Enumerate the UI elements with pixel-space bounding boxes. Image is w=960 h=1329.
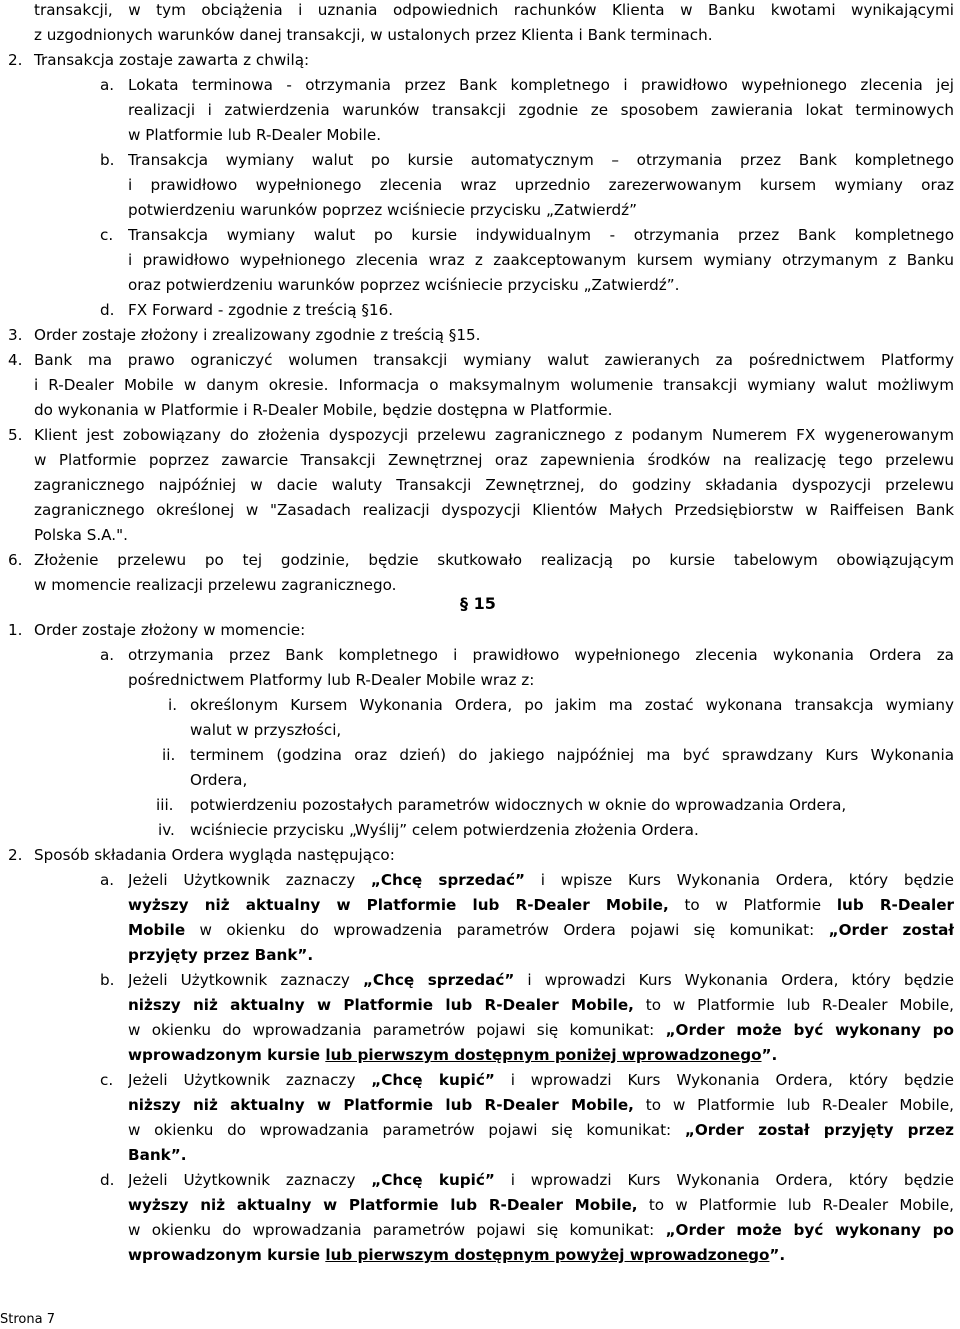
paragraph-line: wprowadzonym kursie lub pierwszym dostępnym poniżej wprowadzonego”. (128, 1046, 778, 1064)
paragraph-line: wciśniecie przycisku „Wyślij” celem potwierdzenia złożenia Ordera. (190, 821, 699, 839)
paragraph-line: Jeżeli Użytkownik zaznaczy „Chcę sprzedać” i wprowadzi Kurs Wykonania Ordera, który będzie (128, 971, 954, 989)
paragraph-line: zagranicznego najpóźniej w dacie waluty Transakcji Zewnętrznej, do godziny składania dyspozycji przelewu (34, 476, 954, 494)
paragraph-line: Transakcja zostaje zawarta z chwilą: (34, 51, 310, 69)
paragraph-line: w okienku do wprowadzania parametrów pojawi się komunikat: „Order może być wykonany po (128, 1221, 954, 1239)
paragraph-line: zagranicznego określonej w "Zasadach realizacji dyspozycji Klientów Małych Przedsiębiorstw w Raiffeisen Bank (34, 501, 954, 519)
paragraph-line: Jeżeli Użytkownik zaznaczy „Chcę sprzedać” i wpisze Kurs Wykonania Ordera, który będzie (128, 871, 954, 889)
paragraph-line: Klient jest zobowiązany do złożenia dyspozycji przelewu zagranicznego z podanym Numerem FX wygenerowanym (34, 426, 954, 444)
list-number: 6. (8, 551, 23, 569)
list-roman: i. (168, 696, 178, 714)
paragraph-line: Lokata terminowa - otrzymania przez Bank kompletnego i prawidłowo wypełnionego zlecenia jej (128, 76, 954, 94)
paragraph-line: Sposób składania Ordera wygląda następująco: (34, 846, 395, 864)
paragraph-line: FX Forward - zgodnie z treścią §16. (128, 301, 394, 319)
list-letter: d. (100, 301, 115, 319)
paragraph-line: wyższy niż aktualny w Platformie lub R-Dealer Mobile, to w Platformie lub R-Dealer (128, 896, 954, 914)
paragraph-line: transakcji, w tym obciążenia i uznania odpowiednich rachunków Klienta w Banku kwotami wynikającymi (34, 1, 954, 19)
paragraph-line: otrzymania przez Bank kompletnego i prawidłowo wypełnionego zlecenia wykonania Ordera za (128, 646, 954, 664)
list-roman: iii. (156, 796, 174, 814)
list-number: 3. (8, 326, 23, 344)
paragraph-line: i prawidłowo wypełnionego zlecenia wraz z zaakceptowanym kursem wymiany otrzymanym z Banku (128, 251, 954, 269)
list-letter: a. (100, 76, 115, 94)
paragraph-line: i R-Dealer Mobile w danym okresie. Informacja o maksymalnym wolumenie transakcji wymiany walut możliwym (34, 376, 954, 394)
paragraph-line: w okienku do wprowadzania parametrów pojawi się komunikat: „Order został przyjęty przez (128, 1121, 954, 1139)
paragraph-line: Bank”. (128, 1146, 187, 1164)
paragraph-line: w Platformie lub R-Dealer Mobile. (128, 126, 382, 144)
paragraph-line: Order zostaje złożony i zrealizowany zgodnie z treścią §15. (34, 326, 481, 344)
paragraph-line: pośrednictwem Platformy lub R-Dealer Mobile wraz z: (128, 671, 535, 689)
page-number: Strona 7 (0, 1312, 55, 1327)
paragraph-line: w momencie realizacji przelewu zagranicznego. (34, 576, 397, 594)
paragraph-line: określonym Kursem Wykonania Ordera, po jakim ma zostać wykonana transakcja wymiany (190, 696, 954, 714)
paragraph-line: Transakcja wymiany walut po kursie indywidualnym - otrzymania przez Bank kompletnego (128, 226, 954, 244)
paragraph-line: do wykonania w Platformie i R-Dealer Mobile, będzie dostępna w Platformie. (34, 401, 613, 419)
paragraph-line: potwierdzeniu warunków poprzez wciśniecie przycisku „Zatwierdź” (128, 201, 637, 219)
list-letter: c. (100, 226, 114, 244)
paragraph-line: przyjęty przez Bank”. (128, 946, 314, 964)
list-letter: a. (100, 871, 115, 889)
paragraph-line: terminem (godzina oraz dzień) do jakiego najpóźniej ma być sprawdzany Kurs Wykonania (190, 746, 954, 764)
list-letter: c. (100, 1071, 114, 1089)
list-roman: iv. (158, 821, 175, 839)
list-letter: d. (100, 1171, 115, 1189)
list-roman: ii. (162, 746, 176, 764)
paragraph-line: niższy niż aktualny w Platformie lub R-Dealer Mobile, to w Platformie lub R-Dealer Mobile, (128, 1096, 954, 1114)
paragraph-line: realizacji i zatwierdzenia warunków transakcji zgodnie ze sposobem zawierania lokat terminowych (128, 101, 954, 119)
list-letter: b. (100, 151, 115, 169)
list-number: 1. (8, 621, 23, 639)
list-letter: b. (100, 971, 115, 989)
paragraph-line: Transakcja wymiany walut po kursie automatycznym – otrzymania przez Bank kompletnego (128, 151, 954, 169)
paragraph-line: wprowadzonym kursie lub pierwszym dostępnym powyżej wprowadzonego”. (128, 1246, 786, 1264)
paragraph-line: z uzgodnionych warunków danej transakcji, w ustalonych przez Klienta i Bank terminach. (34, 26, 713, 44)
paragraph-line: Jeżeli Użytkownik zaznaczy „Chcę kupić” i wprowadzi Kurs Wykonania Ordera, który będzie (128, 1171, 954, 1189)
paragraph-line: niższy niż aktualny w Platformie lub R-Dealer Mobile, to w Platformie lub R-Dealer Mobile, (128, 996, 954, 1014)
paragraph-line: w Platformie poprzez zawarcie Transakcji Zewnętrznej oraz zapewnienia środków na realizację tego przelewu (34, 451, 954, 469)
list-number: 5. (8, 426, 23, 444)
paragraph-line: i prawidłowo wypełnionego zlecenia wraz uprzednio zarezerwowanym kursem wymiany oraz (128, 176, 954, 194)
list-number: 2. (8, 51, 23, 69)
section-heading: § 15 (460, 594, 496, 613)
paragraph-line: Ordera, (190, 771, 248, 789)
paragraph-line: Jeżeli Użytkownik zaznaczy „Chcę kupić” i wprowadzi Kurs Wykonania Ordera, który będzie (128, 1071, 954, 1089)
paragraph-line: potwierdzeniu pozostałych parametrów widocznych w oknie do wprowadzania Ordera, (190, 796, 847, 814)
list-number: 4. (8, 351, 23, 369)
paragraph-line: walut w przyszłości, (190, 721, 342, 739)
paragraph-line: Order zostaje złożony w momencie: (34, 621, 306, 639)
paragraph-line: wyższy niż aktualny w Platformie lub R-Dealer Mobile, to w Platformie lub R-Dealer Mobile, (128, 1196, 954, 1214)
paragraph-line: Mobile w okienku do wprowadzenia parametrów Ordera pojawi się komunikat: „Order został (128, 921, 954, 939)
list-letter: a. (100, 646, 115, 664)
paragraph-line: oraz potwierdzeniu warunków poprzez wciśniecie przycisku „Zatwierdź”. (128, 276, 680, 294)
paragraph-line: Bank ma prawo ograniczyć wolumen transakcji wymiany walut zawieranych za pośrednictwem Platformy (34, 351, 954, 369)
paragraph-line: Złożenie przelewu po tej godzinie, będzie skutkowało realizacją po kursie tabelowym obowiązującym (34, 551, 954, 569)
paragraph-line: Polska S.A.". (34, 526, 128, 544)
paragraph-line: w okienku do wprowadzania parametrów pojawi się komunikat: „Order może być wykonany po (128, 1021, 954, 1039)
list-number: 2. (8, 846, 23, 864)
